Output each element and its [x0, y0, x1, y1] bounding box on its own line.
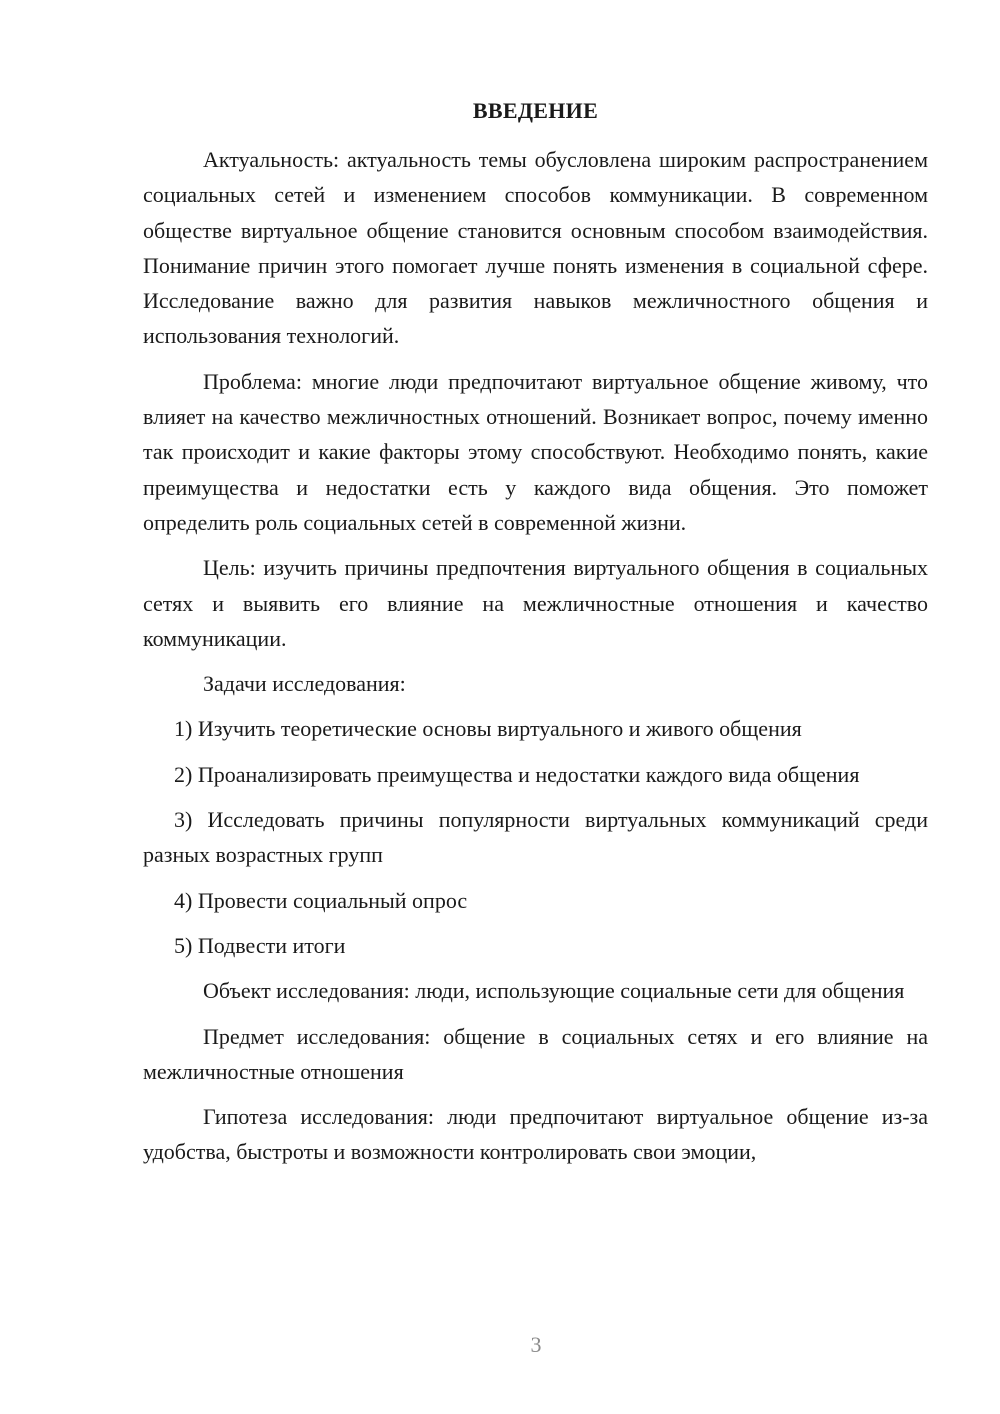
list-item: 4) Провести социальный опрос	[174, 887, 468, 913]
paragraph-tasks-heading: Задачи исследования:	[203, 671, 406, 697]
paragraph-object: Объект исследования: люди, использующие социальные сети для общения	[203, 978, 905, 1004]
paragraph-relevance: Актуальность: актуальность темы обусловлена широким распространением социальных сетей и изменением способов коммуникации. В современном обществе виртуальное общение становится основным способом взаимодействия. Понимание причин этого помогает лучше понять изменения в социальной сфере. Исследование важно для развития навыков межличностного общения и использования технологий.	[143, 147, 928, 349]
list-item: 3) Исследовать причины популярности виртуальных коммуникаций среди разных возрастных групп	[143, 807, 928, 868]
page-title: ВВЕДЕНИЕ	[472, 98, 599, 123]
paragraph-subject: Предмет исследования: общение в социальных сетях и его влияние на межличностные отношения	[143, 1023, 928, 1084]
paragraph-hypothesis: Гипотеза исследования: люди предпочитают виртуальное общение из-за удобства, быстроты и возможности контролировать свои эмоции,	[143, 1104, 928, 1165]
list-item: 2) Проанализировать преимущества и недостатки каждого вида общения	[174, 761, 860, 787]
paragraph-goal: Цель: изучить причины предпочтения виртуального общения в социальных сетях и выявить его влияние на межличностные отношения и качество коммуникации.	[143, 555, 928, 651]
list-item: 5) Подвести итоги	[174, 932, 346, 958]
paragraph-problem: Проблема: многие люди предпочитают виртуальное общение живому, что влияет на качество межличностных отношений. Возникает вопрос, почему именно так происходит и какие факторы этому способствуют. Необходимо понять, какие преимущества и недостатки есть у каждого вида общения. Это поможет определить роль социальных сетей в современной жизни.	[143, 368, 928, 535]
list-item: 1) Изучить теоретические основы виртуального и живого общения	[174, 716, 802, 742]
page-number: 3	[530, 1332, 542, 1357]
document-body	[143, 142, 928, 1180]
